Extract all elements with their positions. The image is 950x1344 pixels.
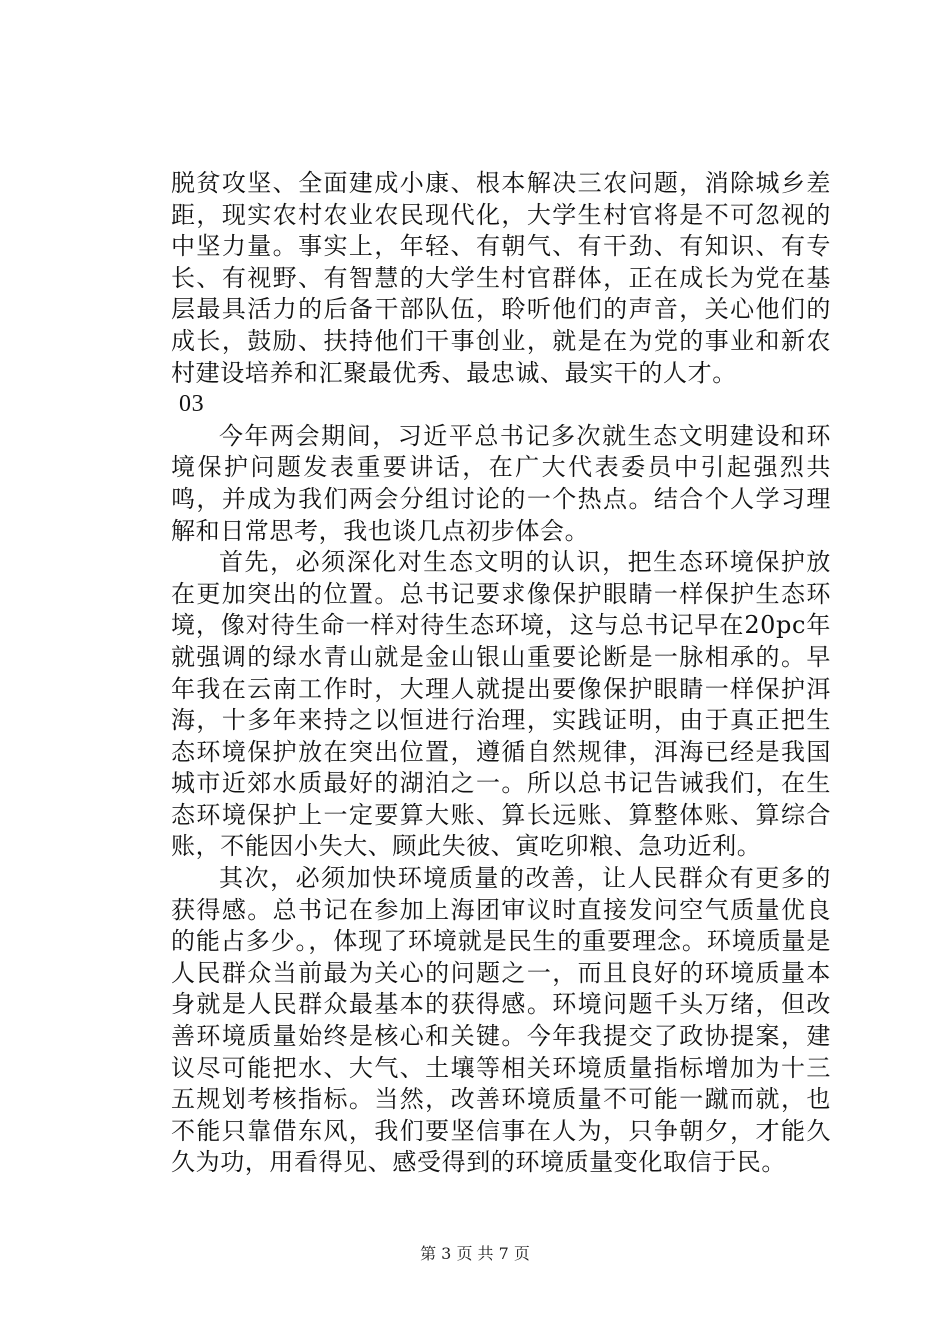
document-body (171, 168, 831, 1179)
paragraph-second-point: 其次，必须加快环境质量的改善，让人民群众有更多的获得感。总书记在参加上海团审议时直接发问空气质量优良的能占多少。，体现了环境就是民生的重要理念。环境质量是人民群众当前最为关心的问题之一，而且良好的环境质量本身就是人民群众最基本的获得感。环境问题千头万绪，但改善环境质量始终是核心和关键。今年我提交了政协提案，建议尽可能把水、大气、土壤等相关环境质量指标增加为十三五规划考核指标。当然，改善环境质量不可能一蹴而就，也不能只靠借东风，我们要坚信事在人为，只争朝夕，才能久久为功，用看得见、感受得到的环境质量变化取信于民。 (171, 864, 831, 1177)
section-number: 03 (179, 391, 205, 418)
paragraph-two-sessions: 今年两会期间，习近平总书记多次就生态文明建设和环境保护问题发表重要讲话，在广大代表委员中引起强烈共鸣，并成为我们两会分组讨论的一个热点。结合个人学习理解和日常思考，我也谈几点初步体会。 (171, 421, 831, 545)
page-footer: 第 3 页 共 7 页 (420, 1244, 530, 1263)
paragraph-first-point: 首先，必须深化对生态文明的认识，把生态环境保护放在更加突出的位置。总书记要求像保护眼睛一样保护生态环境，像对待生命一样对待生态环境，这与总书记早在20pc年就强调的绿水青山就是金山银山重要论断是一脉相承的。早年我在云南工作时，大理人就提出要像保护眼睛一样保护洱海，十多年来持之以恒进行治理，实践证明，由于真正把生态环境保护放在突出位置，遵循自然规律，洱海已经是我国城市近郊水质最好的湖泊之一。所以总书记告诫我们，在生态环境保护上一定要算大账、算长远账、算整体账、算综合账，不能因小失大、顾此失彼、寅吃卯粮、急功近利。 (171, 548, 831, 861)
paragraph-village-officials: 脱贫攻坚、全面建成小康、根本解决三农问题，消除城乡差距，现实农村农业农民现代化，大学生村官将是不可忽视的中坚力量。事实上，年轻、有朝气、有干劲、有知识、有专长、有视野、有智慧的大学生村官群体，正在成长为党在基层最具活力的后备干部队伍，聆听他们的声音，关心他们的成长，鼓励、扶持他们干事创业，就是在为党的事业和新农村建设培养和汇聚最优秀、最忠诚、最实干的人才。 (171, 169, 831, 387)
